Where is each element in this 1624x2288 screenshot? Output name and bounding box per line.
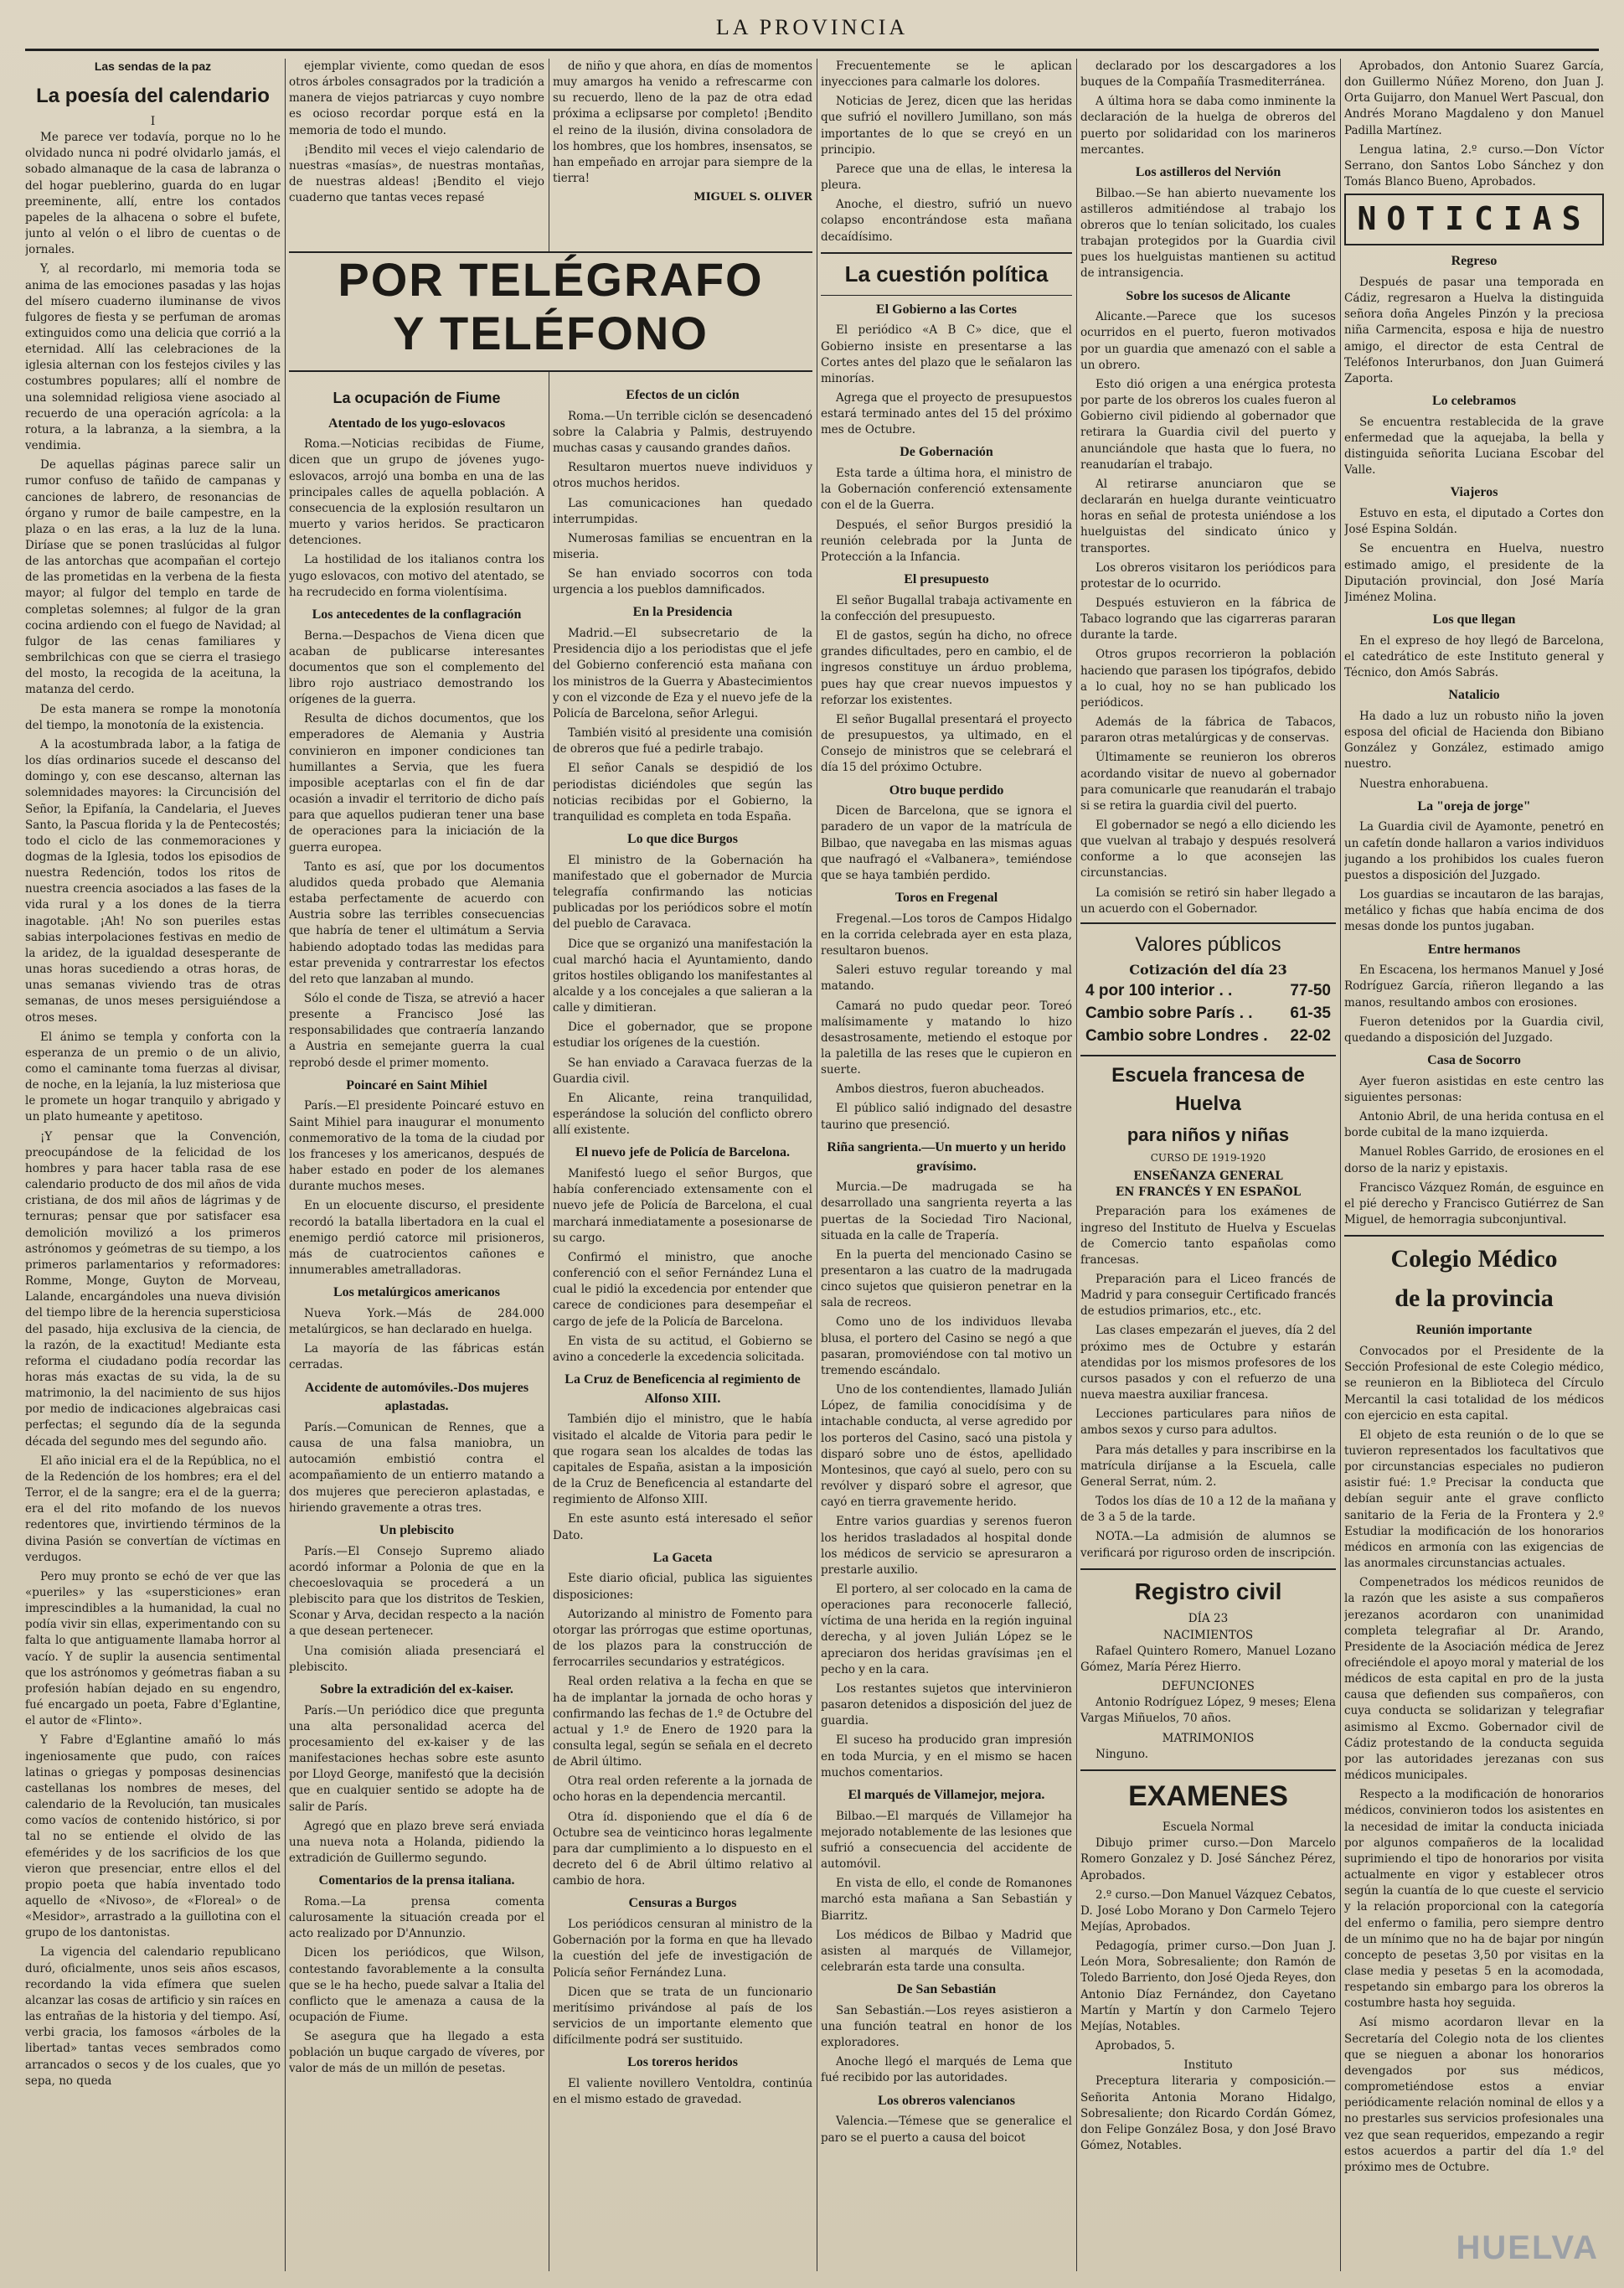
paragraph: Roma.—La prensa comenta calurosamente la situación creada por el acto realizado por D'Annunzio. (289, 1894, 544, 1941)
paragraph: El gobernador se negó a ello diciendo les que vuelvan al trabajo y después resolverá conforme a lo que aconsejen las circunstancias. (1080, 819, 1336, 881)
paragraph: Berna.—Despachos de Viena dicen que acaban de publicarse interesantes documentos que son el complemento del libro rojo austriaco demostrando los orígenes de la guerra. (289, 628, 544, 707)
headline: De San Sebastián (896, 1982, 997, 1997)
section-kicker: Las sendas de la paz (94, 59, 212, 73)
paragraph: Fueron detenidos por la Guardia civil, quedando a disposición del Juzgado. (1344, 1015, 1604, 1045)
headline: El presupuesto (904, 572, 989, 587)
paragraph: Las comunicaciones han quedado interrumpidas. (553, 496, 812, 526)
paragraph: Así mismo acordaron llevar en la Secretaría del Colegio nota de los clientes que se nieguen a abonar los honorarios devengados por sus médicos, comprometiéndose estos a enviar periódicamente relación nominal de ellos y a no prestarles sus servicios profesionales una vez que sean requeridos, empezando a regir estos acuerdos a partir del día 1.º del próximo mes de Octubre. (1344, 2016, 1604, 2174)
paragraph: Antonio Abril, de una herida contusa en el borde cubital de la mano izquierda. (1344, 1110, 1604, 1140)
paragraph: Preparación para el Liceo francés de Madrid y para conseguir Certificado francés de estudios primarios, etc., etc. (1080, 1273, 1336, 1319)
paragraph: El ánimo se templa y conforta con la esperanza de un premio o de un alivio, como el caminante toma fuerzas al divisar, de noche, en la lejanía, la luz misteriosa que le promete un hogar tranquilo y abrigado y un plato humeante y apetitoso. (25, 1030, 281, 1124)
masthead-title: LA PROVINCIA (715, 15, 909, 39)
paragraph: Frecuentemente se le aplican inyecciones para calmarle los dolores. (821, 59, 1072, 90)
paragraph: Alicante.—Parece que los sucesos ocurridos en el puerto, fueron motivados por un guardia que amenazó con el sable a un obrero. (1080, 310, 1336, 372)
paragraph: Bilbao.—Se han abierto nuevamente los astilleros admitiéndose al trabajo los obreros que lo tenían solicitado, los cuales trabajan protegidos por la Guardia civil pues los huelguistas mantienen su actitud de intransigencia. (1080, 186, 1336, 281)
paragraph: Esto dió origen a una enérgica protesta por parte de los obreros los cuales fueron al Gobierno civil pidiendo al gobernador que retirara la Guardia civil del puerto y anunciándole que hasta que lo fuera, no reanudarían el trabajo. (1080, 377, 1336, 472)
school-ad-subtitle: para niños y niñas (1126, 1123, 1290, 1145)
paragraph: Aprobados, don Antonio Suarez García, don Guillermo Núñez Moreno, don Juan J. Orta Guijarro, don Manuel Wert Pascual, don Andrés Morano Magdaleno y don Manuel Padilla Martínez. (1344, 59, 1604, 137)
headline: Lo que dice Burgos (626, 832, 738, 847)
paragraph: Camará no pudo quedar peor. Toreó malísimamente y matando lo hizo desastrosamente, metiendo el estoque por la paletilla de las reses que le cupieron en suerte. (821, 999, 1072, 1077)
paragraph: Este diario oficial, publica las siguientes disposiciones: (553, 1572, 812, 1602)
paragraph: Se han enviado a Caravaca fuerzas de la Guardia civil. (553, 1056, 812, 1086)
paragraph: Roma.—Un terrible ciclón se desencadenó sobre la Calabria y Palmis, destruyendo muchas casas y causando grandes daños. (553, 409, 812, 456)
paragraph: Manifestó luego el señor Burgos, que había conferenciado extensamente con el nuevo jefe de Policía de Barcelona, el cual marchará inmediatamente a posesionarse de su cargo. (553, 1167, 812, 1245)
column-2 (289, 381, 544, 2271)
paragraph: Esta tarde a última hora, el ministro de la Gobernación conferenció extensamente con el de la Guerra. (821, 467, 1072, 513)
colegio-title: Colegio Médico (1344, 1235, 1604, 1278)
paragraph: Después, el señor Burgos presidió la reunión celebrada por la Junta de Protección a la Infancia. (821, 518, 1072, 564)
school-languages: EN FRANCÉS Y EN ESPAÑOL (1115, 1185, 1302, 1200)
roman-numeral: I (150, 114, 156, 128)
paragraph: Dicen que se trata de un funcionario meritísimo privándose al país de los servicios de un importante elemento que difícilmente podrá ser sustituido. (553, 1985, 812, 2048)
registry-marriages-heading: MATRIMONIOS (1162, 1731, 1255, 1745)
headline: Toros en Fregenal (894, 891, 998, 906)
paragraph: Agrega que el proyecto de presupuestos estará terminado antes del 15 del próximo mes de Octubre. (821, 390, 1072, 437)
headline: La Cruz de Beneficencia al regimiento de Alfonso XIII. (565, 1372, 801, 1406)
paragraph: Dice el gobernador, que se propone estudiar los orígenes de la cuestión. (553, 1020, 812, 1051)
paragraph: Estuvo en esta, el diputado a Cortes don José Espina Soldán. (1344, 507, 1604, 537)
headline: La "oreja de jorge" (1417, 798, 1531, 813)
registry-deaths-heading: DEFUNCIONES (1162, 1680, 1255, 1694)
paragraph: Se han enviado socorros con toda urgencia a los pueblos damnificados. (553, 567, 812, 597)
paragraph: NOTA.—La admisión de alumnos se verificará por riguroso orden de inscripción. (1080, 1530, 1336, 1560)
headline: De Gobernación (900, 445, 993, 460)
paragraph: Roma.—Noticias recibidas de Fiume, dicen que un grupo de jóvenes yugo-eslovacos, arrojó una bomba en una de las principales calles de aquella población. A consecuencia de la explosión resultaron un muerto y varios heridos. Se practicaron detenciones. (289, 437, 544, 548)
school-course: CURSO DE 1919-1920 (1150, 1152, 1266, 1165)
paragraph: Noticias de Jerez, dicen que las heridas que sufrió el novillero Jumillano, son más importantes de lo que se creyó en un principio. (821, 95, 1072, 157)
column-3-top (553, 59, 812, 247)
paragraph: Dicen los periódicos, que Wilson, contestando favorablemente a la consulta que se le ha hecho, puede salvar a Italia del conflicto que le amenaza a causa de la ocupación de Fiume. (289, 1946, 544, 2024)
paragraph: El año inicial era el de la República, no el de la Redención de los hombres; era el del Terror, el de la sangre; era el de la guerra; era el del rito mofando de los nuevos redentores que, invirtiendo términos de la divina Pasión se convertían de víctimas en verdugos. (25, 1454, 281, 1564)
paragraph: Respecto a la modificación de honorarios médicos, convinieron todos los asistentes en la necesidad de imitar la conducta iniciada por algunos compañeros de la localidad suprimiendo el tipo de honorarios por visita actualmente en vigor y establecer otros según la cuantía de lo que cueste el servicio y la relación proporcional con la categoría del enfermo o familia, pero siempre dentro de un mínimo que no ha de bajar por ningún concepto de pesetas 3,50 por visitas en la clase media y pesetas 5 en la acomodada, respetando sin embargo para los obreros la costumbre hasta hoy seguida. (1344, 1788, 1604, 2011)
paragraph: Pedagogía, primer curso.—Don Juan J. León Mora, Sobresaliente; don Ramón de Toledo Barriento, don José Ojeda Reyes, don Antonio Díaz Fernández, don Cayetano Martín y Martín y don Carmelo Tejero Mejías, Notables. (1080, 1939, 1336, 2033)
paragraph: El valiente novillero Ventoldra, continúa en el mismo estado de gravedad. (553, 2077, 812, 2107)
paragraph: En el expreso de hoy llegó de Barcelona, el catedrático de este Instituto general y Técnico, don Amós Sabrás. (1344, 633, 1604, 680)
headline: Reunión importante (1415, 1323, 1533, 1338)
column-5 (1080, 59, 1336, 2271)
paragraph: Dicen de Barcelona, que se ignora el paradero de un vapor de la matrícula de Bilbao, que navegaba en las mismas aguas que naufragó el «Valbanera», temiéndose que se haya también perdido. (821, 804, 1072, 882)
paragraph: Nuestra enhorabuena. (1359, 777, 1489, 791)
paragraph: A la acostumbrada labor, a la fatiga de los días ordinarios sucede el descanso del domingo y, con ese descanso, alternan las solemnidades mayores: la Circuncisión del Señor, la Epifanía, la Candelaria, el Jueves Santo, la Pascua florida y la de Pentecostés; todo el ciclo de las conmemoraciones y dogmas de la Iglesia, todos los episodios de nuestra Redención, todos los ritos de nuestra creencia asociados a las fases de la vida rural y a los dones de la tierra inagotable. ¡Ah! No son pueriles estas sabias interpolaciones festivas en medio de la aridez, de la igualdad desesperante de unas horas sucediendo a otras horas, de unas semanas viviendo tras de otras semanas, de unos meses persiguiéndose a otros meses. (25, 737, 281, 1025)
paragraph: ¡Y pensar que la Convención, preocupándose de la felicidad de los hombres y para hacer tabla rasa de ese calendario producto de dos mil años de vida cristiana, de dos mil años de lágrimas y de ternuras; pensar que por satisfacer esa demolición movilizó a los primeros astrónomos y geómetras de su tiempo, a los primeros parlamentarios y reformadores: Romme, Monge, Guyton de Morveau, Lalande, encargándoles una nueva división del tiempo libre de la herencia supersticiosa del pasado, hija exclusiva de la ciencia, de la razón, de la exactitud! Mediante esta reforma el ciudadano podía recordar las horas más exactas de su vida, la de su matrimonio, la del nacimiento de sus hijos por medio de indicaciones algebraicas casi perfectas; el segundo día de la segunda década del segundo mes del segundo año. (25, 1129, 281, 1449)
paragraph: Rafael Quintero Romero, Manuel Lozano Gómez, María Pérez Hierro. (1080, 1644, 1336, 1674)
paragraph: Agregó que en plazo breve será enviada una nueva nota a Holanda, pidiendo la extradición de Guillermo segundo. (289, 1819, 544, 1866)
headline: Los astilleros del Nervión (1135, 164, 1281, 179)
headline: Poincaré en Saint Mihiel (346, 1077, 487, 1092)
headline: Accidente de automóviles.-Dos mujeres aplastadas. (304, 1380, 529, 1414)
paragraph: En vista de su actitud, el Gobierno se avino a concederle la excedencia solicitada. (553, 1334, 812, 1364)
paragraph: El señor Bugallal trabaja activamente en la confección del presupuesto. (821, 593, 1072, 623)
paragraph: Tanto es así, que por los documentos aludidos queda probado que Alemania estaba perfectamente de acuerdo con Austria sobre las terribles consecuencias que habría de tener el ultimátum a Servia habiendo adoptado todas las medidas para estar prevenida y contrarrestar los efectos del reto que lanzaban al mundo. (289, 860, 544, 986)
headline: La ocupación de Fiume (333, 390, 501, 406)
paragraph: En Alicante, reina tranquilidad, esperándose la solución del conflicto obrero allí existente. (553, 1091, 812, 1138)
author-signature: MIGUEL S. OLIVER (693, 191, 812, 204)
paragraph: Otros grupos recorrieron la población haciendo que parasen los tipógrafos, debido a lo cual, hoy no se han publicado los periódicos. (1080, 648, 1336, 710)
paragraph: Fregenal.—Los toros de Campos Hidalgo en la corrida celebrada ayer en esta plaza, resultaron buenos. (821, 912, 1072, 958)
headline: Regreso (1451, 254, 1498, 269)
paragraph: El suceso ha producido gran impresión en toda Murcia, y en el mismo se hacen muchos comentarios. (821, 1733, 1072, 1779)
headline: Los obreros valencianos (878, 2093, 1015, 2108)
paragraph: Para más detalles y para inscribirse en la matrícula diríjanse a la Escuela, calle General Serrat, núm. 2. (1080, 1443, 1336, 1489)
banner-line: POR TELÉGRAFO (338, 253, 764, 306)
paragraph: Además de la fábrica de Tabacos, pararon otras metalúrgicas y de conservas. (1080, 715, 1336, 746)
paragraph: En Escacena, los hermanos Manuel y José Rodríguez García, riñeron llegando a las manos, resultando ambos con erosiones. (1344, 963, 1604, 1010)
paragraph: Uno de los contendientes, llamado Julián López, de familia conocidísima y de intachable conducta, al verse agredido por los porteros del Casino, sacó una pistola y disparó sobre uno de éstos, apellidado Montesinos, que cayó al suelo, pero con su revólver y disparó sobre el agresor, que cayó en tierra gravemente herido. (821, 1383, 1072, 1510)
paragraph: París.—Comunican de Rennes, que a causa de una falsa maniobra, un autocamión embistió contra el acompañamiento de un entierro matando a dos mujeres que perecieron aplastadas, e hiriendo gravemente a otras tres. (289, 1420, 544, 1515)
paragraph: Todos los días de 10 a 12 de la mañana y de 3 a 5 de la tarde. (1080, 1495, 1336, 1525)
paragraph: Sólo el conde de Tisza, se atrevió a hacer presente a Francisco José las responsabilidades que contraería lanzando a Austria en semejante guerra la cual reprobó desde el primer momento. (289, 991, 544, 1070)
paragraph: Confirmó el ministro, que anoche conferenció con el señor Fernández Luna el cual le pidió la excedencia por entender que carece de condiciones para desempeñar el cargo de jefe de la Policía de Barcelona. (553, 1250, 812, 1329)
masthead (25, 15, 1599, 51)
paragraph: Ha dado a luz un robusto niño la joven esposa del oficial de Hacienda don Bibiano González y González, estimado amigo nuestro. (1344, 709, 1604, 772)
paragraph: Aprobados, 5. (1096, 2039, 1175, 2053)
paragraph: Lecciones particulares para niños de ambos sexos y curso para adultos. (1080, 1407, 1336, 1438)
stock-row (1080, 1025, 1336, 1048)
paragraph: Parece que una de ellas, le interesa la pleura. (821, 162, 1072, 193)
stock-label: Cambio sobre Londres . (1085, 1026, 1268, 1045)
paragraph: Otra real orden referente a la jornada de ocho horas en la dependencia mercantil. (553, 1774, 812, 1805)
paragraph: El ministro de la Gobernación ha manifestado que el gobernador de Murcia telegrafía confirmando las noticias publicadas por los periódicos sobre el motín del pueblo de Caravaca. (553, 853, 812, 932)
colegio-subtitle: de la provincia (1395, 1283, 1554, 1312)
exams-title: EXAMENES (1080, 1769, 1336, 1816)
paragraph: Valencia.—Témese que se generalice el paro se el puerto a causa del boicot (821, 2115, 1072, 2145)
column-rule (1340, 59, 1341, 2271)
paragraph: Una comisión aliada presenciará el plebiscito. (289, 1644, 544, 1674)
paragraph: Al retirarse anunciaron que se declararán en huelga durante veinticuatro horas en señal de protesta uniéndose a los huelguistas del sindicato único y transportes. (1080, 477, 1336, 555)
paragraph: Nueva York.—Más de 284.000 metalúrgicos, se han declarado en huelga. (289, 1306, 544, 1337)
stock-title: Valores públicos (1135, 932, 1281, 956)
paragraph: Y Fabre d'Eglantine amañó lo más ingeniosamente que pudo, con raíces latinas o griegas y pomposas desinencias castellanas los nombres de meses, del calendario de la Revolución, tan musicales como vacíos de contenido histórico, si por tal no se entiende el olvido de las efemérides y de los sacrificios de los que vieron que presenciar, entre ellos el del propio poeta que había inventado todo aquello de «Nivoso», de «Floreal» o de «Mesidor», arrastrado a la guillotina con el grupo de los dantonistas. (25, 1733, 281, 1940)
stock-label: 4 por 100 interior . . (1085, 981, 1233, 999)
registry-day: DÍA 23 (1188, 1612, 1229, 1626)
stock-value: 61-35 (1290, 1004, 1331, 1022)
paragraph: Últimamente se reunieron los obreros acordando visitar de nuevo al gobernador para comunicarle que reanudarán el trabajo si se retira la guardia civil del puerto. (1080, 751, 1336, 813)
paragraph: La vigencia del calendario republicano duró, oficialmente, unos seis años escasos, recordando la vida efímera que suelen alcanzar las cosas de artificio y sin raíces en las entrañas de la historia y del tiempo. Así, verbi gracia, los famosos «árboles de la libertad» tantas veces sembrados como arrancados o secos y de los cuales, que yo sepa, no queda (25, 1945, 281, 2088)
paragraph: El público salió indignado del desastre taurino que presenció. (821, 1102, 1072, 1132)
paragraph: Convocados por el Presidente de la Sección Profesional de este Colegio médico, se reunieron en la Biblioteca del Círculo Mercantil la casi totalidad de los médicos con ejercicio en esta capital. (1344, 1345, 1604, 1423)
paragraph: En un elocuente discurso, el presidente recordó la batalla libertadora en la cual el enemigo perdió catorce mil prisioneros, más de cuatrocientos cañones e innumerables ametralladoras. (289, 1199, 544, 1278)
paragraph: ejemplar viviente, como quedan de esos otros árboles consagrados por la tradición a manera de viejos patriarcas y cuyo nombre es ocioso recordar porque está en la memoria de todo el mundo. (289, 59, 544, 137)
paragraph: Y, al recordarlo, mi memoria toda se anima de las emociones pasadas y las hojas del mísero cuaderno iluminanse de vivos fulgores de fiesta y se perfuman de aromas extinguidos como una delicia que corrió a la eternidad. Allí las celebraciones de la iglesia alternan con los festejos civiles y las costumbres populares; allí el nombre de una solemnidad religiosa viene asociado al recuerdo de una operación agrícola: a la rotura, a la labranza, a la siembra, a la vendimia. (25, 262, 281, 453)
headline: El nuevo jefe de Policía de Barcelona. (575, 1145, 791, 1160)
paragraph: Manuel Robles Garrido, de erosiones en el dorso de la nariz y epistaxis. (1344, 1145, 1604, 1175)
paragraph: Numerosas familias se encuentran en la miseria. (553, 531, 812, 561)
paragraph: Se encuentra en Huelva, nuestro estimado amigo, el presidente de la Diputación provincial, don José María Jiménez Molina. (1344, 542, 1604, 604)
paragraph: En este asunto está interesado el señor Dato. (553, 1512, 812, 1542)
headline: La Gaceta (652, 1550, 713, 1565)
headline: Sobre la extradición del ex-kaiser. (320, 1681, 513, 1697)
headline: Viajeros (1450, 485, 1498, 500)
stock-row (1080, 980, 1336, 1003)
paragraph: de niño y que ahora, en días de momentos muy amargos ha venido a refrescarme con su recuerdo, lleno de la paz de otra edad próxima a eclipsarse por completo! ¡Bendito el reino de la ilusión, divina consoladora de los hombres, que los hombres, insensatos, se han empeñado en arrojar para siempre de la tierra! (553, 59, 812, 186)
paragraph: Saleri estuvo regular toreando y mal matando. (821, 963, 1072, 994)
paragraph: Me parece ver todavía, porque no lo he olvidado nunca ni podré olvidarlo jamás, el sobado almanaque de la casa de labranza o del hogar pueblerino, guarda do en lugar preeminente, allí, entre los contados papeles de la alhacena o sobre el bufete, junto al velón o el libro de cuentas o de jornales. (25, 131, 281, 257)
paragraph: San Sebastián.—Los reyes asistieron a una función teatral en honor de los exploradores. (821, 2003, 1072, 2050)
paragraph: De esta manera se rompe la monotonía del tiempo, la monotonía de la existencia. (25, 702, 281, 732)
paragraph: Ninguno. (1096, 1747, 1149, 1761)
paragraph: Pero muy pronto se echó de ver que las «pueriles» y las «supersticiones» eran imprescindibles a la humanidad, la cual no podía vivir sin ellas, experimentando con su falta lo que antiguamente llamaba horror al vacío. Y de suplir la ausencia sentimental que los astrónomos y geómetras fiaban a su profesión habían dejado en su engendro, fué encargado un poeta, Fabre d'Eglantine, el autor de «Flinto». (25, 1569, 281, 1728)
headline: Los metalúrgicos americanos (333, 1285, 501, 1300)
paragraph: El señor Bugallal presentará el proyecto de presupuestos, ya ultimado, en el Consejo de ministros que se celebrará el día 15 del próximo Octubre. (821, 712, 1072, 775)
stock-value: 77-50 (1290, 981, 1331, 999)
paragraph: Bilbao.—El marqués de Villamejor ha mejorado notablemente de las lesiones que sufrió a consecuencia del accidente de automóvil. (821, 1809, 1072, 1872)
paragraph: También visitó al presidente una comisión de obreros que fué a pedirle trabajo. (553, 726, 812, 757)
paragraph: Dice que se organizó una manifestación la cual marchó hacia el Ayuntamiento, dando gritos hostiles obligando los manifestantes al alcalde y a los concejales a que salieran a la calle y dimitieran. (553, 937, 812, 1015)
column-rule (1076, 59, 1077, 2271)
paragraph: Los obreros visitaron los periódicos para protestar de lo ocurrido. (1080, 560, 1336, 591)
paragraph: Preparación para los exámenes de ingreso del Instituto de Huelva y Escuelas de Comercio tanto españolas como francesas. (1080, 1205, 1336, 1267)
paragraph: Resultaron muertos nueve individuos y otros muchos heridos. (553, 461, 812, 491)
registry-births-heading: NACIMIENTOS (1163, 1628, 1254, 1642)
paragraph: Los periódicos censuran al ministro de la Gobernación por la forma en que ha llevado la cuestión del jefe de investigación de Policía señor Fernández Luna. (553, 1918, 812, 1980)
headline: Natalicio (1448, 688, 1500, 703)
paragraph: La mayoría de las fábricas están cerradas. (289, 1342, 544, 1372)
paragraph: Preceptura literaria y composición.—Señorita Antonia Morano Hidalgo, Sobresaliente; don Ricardo Cordán Gómez, don Felipe González Bosa, y don José Bravo Gómez, Notables. (1080, 2074, 1336, 2153)
paragraph: A última hora se daba como inminente la declaración de la huelga de obreros del puerto por solidaridad con los marineros mercantes. (1080, 95, 1336, 157)
paragraph: Otra íd. disponiendo que el día 6 de Octubre sea de veinticinco horas legalmente para dar cumplimiento a lo dispuesto en el decreto del 6 de Abril último relativo al cambio de hora. (553, 1810, 812, 1888)
paragraph: Como uno de los individuos llevaba blusa, el portero del Casino se negó a que pasaran, promoviéndose con tal motivo un tremendo escándalo. (821, 1315, 1072, 1377)
paragraph: El portero, al ser colocado en la cama de operaciones para reconocerle falleció, víctima de una herida en la región inguinal derecha, y al joven Julián López se le apreciaron dos heridas gravísimas ¡en el pecho y en la cara. (821, 1582, 1072, 1676)
headline: Sobre los sucesos de Alicante (1126, 288, 1291, 303)
paragraph: El objeto de esta reunión o de lo que se tuvieron representados los facultativos que por circunstancias especiales no pudieron asistir fué: 1.º Precisar la conducta que debían seguir ante el grave conflicto sanitario de la Feria de la Frontera y 2.º Estudiar la modificación de los honorarios médicos en armonía con las exigencias de las anormales circunstancias actuales. (1344, 1428, 1604, 1571)
subheadline: Atentado de los yugo-eslovacos (327, 416, 506, 431)
paragraph: En la puerta del mencionado Casino se presentaron a las cuatro de la madrugada cinco sujetos que quisieron penetrar en la sala de recreos. (821, 1247, 1072, 1310)
stock-value: 22-02 (1290, 1026, 1331, 1045)
paragraph: Se asegura que ha llegado a esta población un buque cargado de víveres, por valor de más de un millón de pesetas. (289, 2030, 544, 2076)
paragraph: Francisco Vázquez Román, de esguince en el pié derecho y Francisco Gutiérrez de San Miguel, de hemorragia subconjuntival. (1344, 1180, 1604, 1227)
paragraph: Las clases empezarán el jueves, día 2 del próximo mes de Octubre y estarán atendidas por los mismos profesores de los cursos pasados y con el refuerzo de una nueva maestra auxiliar francesa. (1080, 1324, 1336, 1402)
column-1 (25, 59, 281, 2271)
paragraph: El periódico «A B C» dice, que el Gobierno insiste en presentarse a las Cortes antes del plazo que le señalaron las minorías. (821, 323, 1072, 385)
paragraph: Los médicos de Bilbao y Madrid que asisten al marqués de Villamejor, celebrarán esta tarde una consulta. (821, 1928, 1072, 1974)
stock-box (1080, 922, 1336, 1048)
paragraph: Los restantes sujetos que intervinieron pasaron detenidos a disposición del juez de guardia. (821, 1681, 1072, 1728)
school-teaching: ENSEÑANZA GENERAL (1133, 1170, 1283, 1184)
column-2-top (289, 59, 544, 247)
paragraph: Dibujo primer curso.—Don Marcelo Romero Gonzalez y D. José Sánchez Pérez, Aprobados. (1080, 1836, 1336, 1883)
headline: Un plebiscito (379, 1522, 455, 1537)
paragraph: Después de pasar una temporada en Cádiz, regresaron a Huelva la distinguida señora doña Angeles Pinzón y la preciosa niña Carmencita, esposa e hija de nuestro amigo, el director de esta Central de Teléfonos Interurbanos, don Juan Guimerá Zaporta. (1344, 275, 1604, 385)
paragraph: Compenetrados los médicos reunidos de la razón que les asiste a sus compañeros jerezanos acordaron con unanimidad completa telegrafiar al Dr. Arando, Presidente de la Asociación médica de Jerez ofreciéndole el apoyo moral y material de los médicos de esta capital en pro de la justa causa que defienden sus compañeros, con cuya conducta se solidarizan y telegrafiar asimismo al Excmo. Gobernador civil de Cádiz protestando de la conducta seguida por las autoridades jerezanas con sus médicos municipales. (1344, 1576, 1604, 1783)
paragraph: Entre varios guardias y serenos fueron los heridos trasladados al hospital donde los médicos de servicio se apresuraron a prestarle auxilio. (821, 1515, 1072, 1577)
registry-title: Registro civil (1080, 1568, 1336, 1609)
stock-subtitle: Cotización del día 23 (1129, 962, 1287, 979)
headline: Los toreros heridos (627, 2055, 738, 2070)
paragraph: Real orden relativa a la fecha en que se ha de implantar la jornada de ocho horas y confirmando las fechas de 1.º de Octubre del actual y 1.º de Enero de 1920 para la consulta legal, según se señala en el decreto de Abril último. (553, 1675, 812, 1769)
headline: El marqués de Villamejor, mejora. (848, 1787, 1045, 1802)
column-4 (821, 59, 1072, 2271)
section-title: La cuestión política (821, 252, 1072, 296)
paragraph: El señor Canals se despidió de los periodistas diciéndoles que según las noticias recibidas por el Gobierno, la tranquilidad es completa en toda España. (553, 762, 812, 824)
paragraph: 2.º curso.—Don Manuel Vázquez Cebatos, D. José Lobo Morano y Don Carmelo Tejero Mejías, Aprobados. (1080, 1888, 1336, 1934)
headline: Censuras a Burgos (628, 1896, 737, 1911)
headline: El Gobierno a las Cortes (876, 302, 1017, 317)
headline: Riña sangrienta.—Un muerto y un herido gravísimo. (827, 1139, 1066, 1174)
headline: Casa de Socorro (1427, 1053, 1521, 1068)
paragraph: París.—El Consejo Supremo aliado acordó informar a Polonia de que en la checoeslovaquia se procederá a un plebiscito para que los distritos de Teskien, Sconar y Arva, decidan respecto a la nación a que desean pertenecer. (289, 1544, 544, 1639)
paragraph: También dijo el ministro, que le había visitado el alcalde de Vitoria para pedir le que rogara sean los alcaldes de todas las capitales de España, asistan a la imposición de la Cruz de Beneficencia al estandarte del regimiento de Alfonso XIII. (553, 1413, 812, 1507)
paragraph: Resulta de dichos documentos, que los emperadores de Alemania y Austria convinieron en imponer condiciones tan humillantes a Servia, que les fuera imposible aceptarlas con el fin de dar ocasión a invadir el territorio de dicho país para que aquellos pudieran tener una base de operaciones para la iniciación de la guerra europea. (289, 712, 544, 855)
headline: Lo celebramos (1432, 394, 1516, 409)
paragraph: Ayer fueron asistidas en este centro las siguientes personas: (1344, 1074, 1604, 1104)
exams-institute: Instituto (1183, 2058, 1233, 2073)
column-rule (285, 59, 286, 2271)
paragraph: La hostilidad de los italianos contra los yugo eslovacos, con motivo del atentado, se ha recrudecido en forma violentísima. (289, 553, 544, 599)
paragraph: En vista de ello, el conde de Romanones marchó esta mañana a San Sebastián y Biarritz. (821, 1877, 1072, 1923)
headline: Comentarios de la prensa italiana. (318, 1873, 515, 1888)
column-3 (553, 381, 812, 2271)
paragraph: Autorizando al ministro de Fomento para otorgar las prórrogas que estime oportunas, de los plazos para la construcción de ferrocarriles secundarios y estratégicos. (553, 1607, 812, 1670)
news-section-title: NOTICIAS (1344, 194, 1604, 245)
paragraph: París.—El presidente Poincaré estuvo en Saint Mihiel para inaugurar el monumento conmemorativo de la toma de la ciudad por los franceses y los americanos, después de haber estado en poder de los alemanes durante muchos meses. (289, 1099, 544, 1194)
exams-subtitle: Escuela Normal (1162, 1821, 1255, 1835)
banner-line: Y TELÉFONO (393, 307, 709, 359)
paragraph: declarado por los descargadores a los buques de la Compañía Trasmediterránea. (1080, 59, 1336, 90)
paragraph: Se encuentra restablecida de la grave enfermedad que la aquejaba, la bella y distinguida señorita Luciana Escobar del Valle. (1344, 415, 1604, 478)
paragraph: El de gastos, según ha dicho, no ofrece grandes dificultades, pero en cambio, el de ingresos constituye un árduo problema, pues hay que crear nuevos impuestos y reforzar los existentes. (821, 629, 1072, 707)
stock-label: Cambio sobre París . . (1085, 1004, 1253, 1022)
school-ad-title: Escuela francesa de Huelva (1080, 1055, 1336, 1118)
paragraph: Madrid.—El subsecretario de la Presidencia dijo a los periodistas que el jefe del Gobierno conferenció esta mañana con los ministros de la Guerra y Abastecimientos y con el vizconde de Eza y el nuevo jefe de la Policía de Barcelona, señor Arlegui. (553, 627, 812, 720)
archive-watermark: HUELVA (1456, 2229, 1599, 2266)
article-title: La poesía del calendario (36, 84, 270, 107)
headline: En la Presidencia (632, 605, 733, 620)
paragraph: Los guardias se incautaron de las barajas, metálico y fichas que había encima de dos mesas donde los puntos jugaban. (1344, 888, 1604, 934)
paragraph: La comisión se retiró sin haber llegado a un acuerdo con el Gobernador. (1080, 886, 1336, 916)
headline: Efectos de un ciclón (626, 388, 740, 402)
headline: Entre hermanos (1427, 942, 1521, 957)
paragraph: Murcia.—De madrugada se ha desarrollado una sangrienta reyerta a las puertas de la Sociedad Tiro Nacional, situada en la calle de Trapería. (821, 1180, 1072, 1242)
paragraph: ¡Bendito mil veces el viejo calendario de nuestras «masías», de nuestras montañas, de nuestras aldeas! ¡Bendito el viejo cuaderno que tantas veces repasé (289, 142, 544, 205)
headline: Los que llegan (1432, 612, 1516, 628)
paragraph: Anoche, el diestro, sufrió un nuevo colapso encontrándose esta mañana decaídísimo. (821, 198, 1072, 244)
paragraph: De aquellas páginas parece salir un rumor confuso de tañido de campanas y canciones de labrero, de resonancias de órgano y rumor de baile campestre, en la plaza o en las eras, a la luz de la luna. Diríase que se ponen traslúcidas al fulgor de las antorchas que acompañan el cortejo de las prometidas en la verbena de la fiesta mayor; al fulgor del templo en tarde de completas solemnes; al fulgor de la gran cocina ardiendo con el fuego de Navidad; al fulgor de las cenas familiares y sembrilchicas con que se cierra el trasiego del mosto, la recogida de la aceituna, la matanza del cerdo. (25, 458, 281, 697)
paragraph: Anoche llegó el marqués de Lema que fué recibido por las autoridades. (821, 2055, 1072, 2085)
headline: Otro buque perdido (889, 782, 1004, 798)
paragraph: París.—Un periódico dice que pregunta una alta personalidad acerca del procesamiento del ex-kaiser y de las manifestaciones hechas sobre este asunto por Lloyd George, manifestó que la decisión que en cualquier sentido se adopte ha de salir de París. (289, 1703, 544, 1814)
column-6 (1344, 59, 1604, 2271)
paragraph: Después estuvieron en la fábrica de Tabaco logrando que las cigarreras pararan durante la tarde. (1080, 596, 1336, 643)
headline: Los antecedentes de la conflagración (312, 607, 522, 622)
paragraph: Ambos diestros, fueron abucheados. (836, 1082, 1044, 1097)
paragraph: La Guardia civil de Ayamonte, penetró en un cafetín donde hallaron a varios individuos jugando a los prohibidos los cuales fueron puestos a disposición del Juzgado. (1344, 820, 1604, 882)
section-banner (289, 251, 812, 372)
paragraph: Lengua latina, 2.º curso.—Don Víctor Serrano, don Santos Lobo Sánchez y don Tomás Blanco Bueno, Aprobados. (1344, 142, 1604, 189)
paragraph: Antonio Rodríguez López, 9 meses; Elena Vargas Miñuelos, 70 años. (1080, 1696, 1336, 1726)
stock-row (1080, 1003, 1336, 1025)
